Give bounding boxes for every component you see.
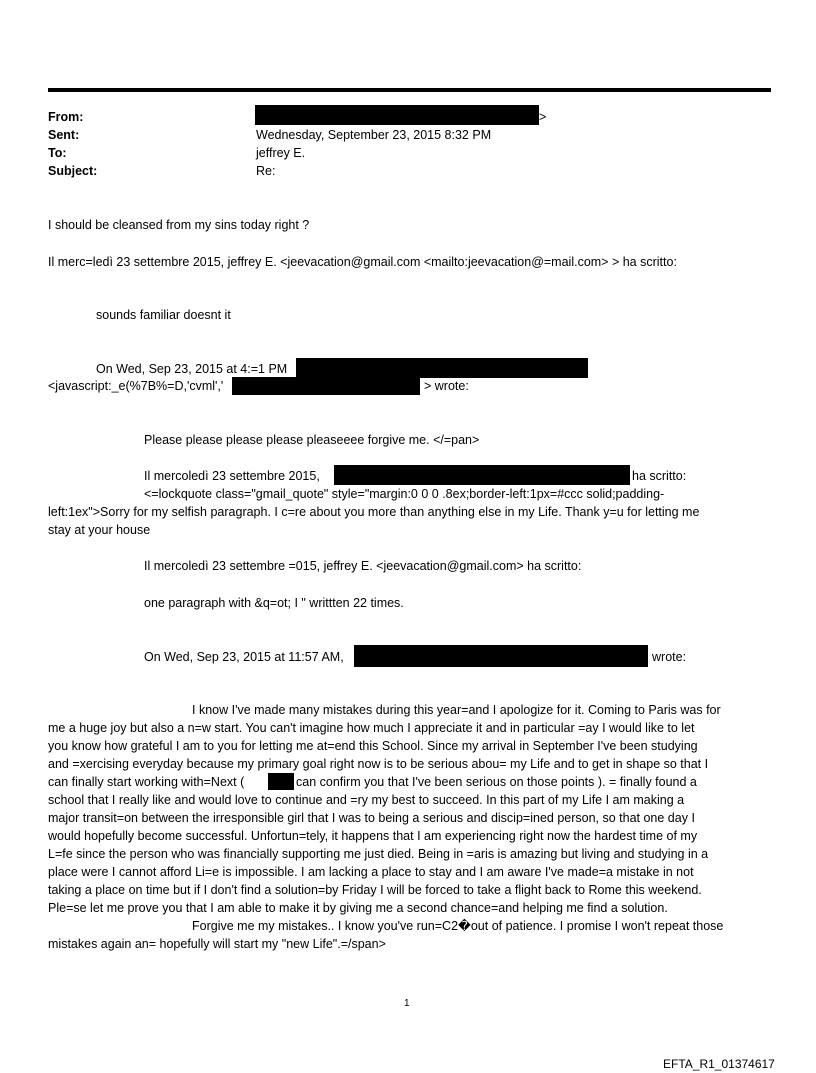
para2-line-2: mistakes again an= hopefully will start my "new Life".=/span> (48, 937, 386, 951)
to-label: To: (48, 146, 67, 160)
body-line-2: Il merc=ledì 23 settembre 2015, jeffrey E. <jeevacation@gmail.com <mailto:jeevacation@=mail.com> > ha scritto: (48, 255, 677, 269)
redaction-sender-1 (296, 358, 588, 378)
body-line-6a: Il mercoledì 23 settembre 2015, (144, 469, 320, 483)
document-id: EFTA_R1_01374617 (663, 1057, 775, 1071)
subject-value: Re: (256, 164, 276, 178)
para1-line-8: would hopefully become successful. Unfortun=tely, it happens that I am experiencing right now the hardest time of my (48, 829, 698, 843)
sent-label: Sent: (48, 128, 80, 142)
para2-line-1: Forgive me my mistakes.. I know you've run=C2�out of patience. I promise I won't repeat those (192, 919, 724, 933)
para1-line-11: taking a place on time but if I don't find a solution=by Friday I will be forced to take a flight back to Rome this weekend. (48, 883, 702, 897)
body-line-3: sounds familiar doesnt it (96, 308, 231, 322)
para1-line-6: school that I really like and would love to continue and =ry my best to succeed. In this part of my Life I am making a (48, 793, 685, 807)
para1-line-1: I know I've made many mistakes during this year=and I apologize for it. Coming to Paris was for (192, 703, 721, 717)
sent-value: Wednesday, September 23, 2015 8:32 PM (256, 128, 492, 142)
body-line-6c: left:1ex">Sorry for my selfish paragraph. I c=re about you more than anything else in my Life. Thank y=u for letting me (48, 505, 700, 519)
para1-line-10: place were I cannot afford Li=e is impossible. I am lacking a place to stay and I am aware I've made=a mistake in not (48, 865, 694, 879)
body-line-6a-end: ha scritto: (632, 469, 687, 483)
body-line-7: Il mercoledì 23 settembre =015, jeffrey E. <jeevacation@gmail.com> ha scritto: (144, 559, 582, 573)
para1-line-5a: can finally start working with=Next ( (48, 775, 245, 789)
body-line-5: Please please please please pleaseeee forgive me. </=pan> (144, 433, 480, 447)
body-line-8: one paragraph with &q=ot; I " writtten 22 times. (144, 596, 404, 610)
top-rule (48, 88, 771, 92)
from-label: From: (48, 110, 84, 124)
para1-line-3: you know how grateful I am to you for letting me at=end this School. Since my arrival in September I've been studying (48, 739, 698, 753)
para1-line-2: me a huge joy but also a n=w start. You can't imagine how much I appreciate it and in particular =ay I would like to let (48, 721, 695, 735)
para1-line-12: Ple=se let me prove you that I am able to make it by giving me a second chance=and helping me find a solution. (48, 901, 668, 915)
redaction-sender-3 (354, 645, 648, 667)
body-line-9a: On Wed, Sep 23, 2015 at 11:57 AM, (144, 650, 344, 664)
para1-line-4: and =xercising everyday because my primary goal right now is to be serious abou= my Life and to get in shape so that I (48, 757, 709, 771)
body-line-6d: stay at your house (48, 523, 151, 537)
to-value: jeffrey E. (256, 146, 306, 160)
redaction-javascript-email (232, 377, 420, 395)
redaction-sender-2 (334, 465, 630, 485)
para1-line-7: major transit=on between the irresponsible girl that I was to being a serious and discip=ined person, so that one day I (48, 811, 695, 825)
para1-line-5b: can confirm you that I've been serious on those points ). = finally found a (296, 775, 697, 789)
body-line-4b-start: <javascript:_e(%7B%=D,'cvml',' (48, 379, 224, 393)
from-value-tail: > (539, 110, 547, 124)
body-line-9-end: wrote: (652, 650, 687, 664)
subject-label: Subject: (48, 164, 98, 178)
redaction-name (268, 773, 294, 790)
body-line-4b-end: > wrote: (424, 379, 469, 393)
body-line-6b: <=lockquote class="gmail_quote" style="margin:0 0 0 .8ex;border-left:1px=#ccc solid;padding- (144, 487, 665, 501)
para1-line-9: L=fe since the person who was financially supporting me just died. Being in =aris is amazing but living and studying in a (48, 847, 709, 861)
body-line-1: I should be cleansed from my sins today right ? (48, 218, 310, 232)
page-number: 1 (404, 998, 410, 1009)
redaction-from (255, 105, 539, 125)
body-line-4a: On Wed, Sep 23, 2015 at 4:=1 PM (96, 362, 288, 376)
